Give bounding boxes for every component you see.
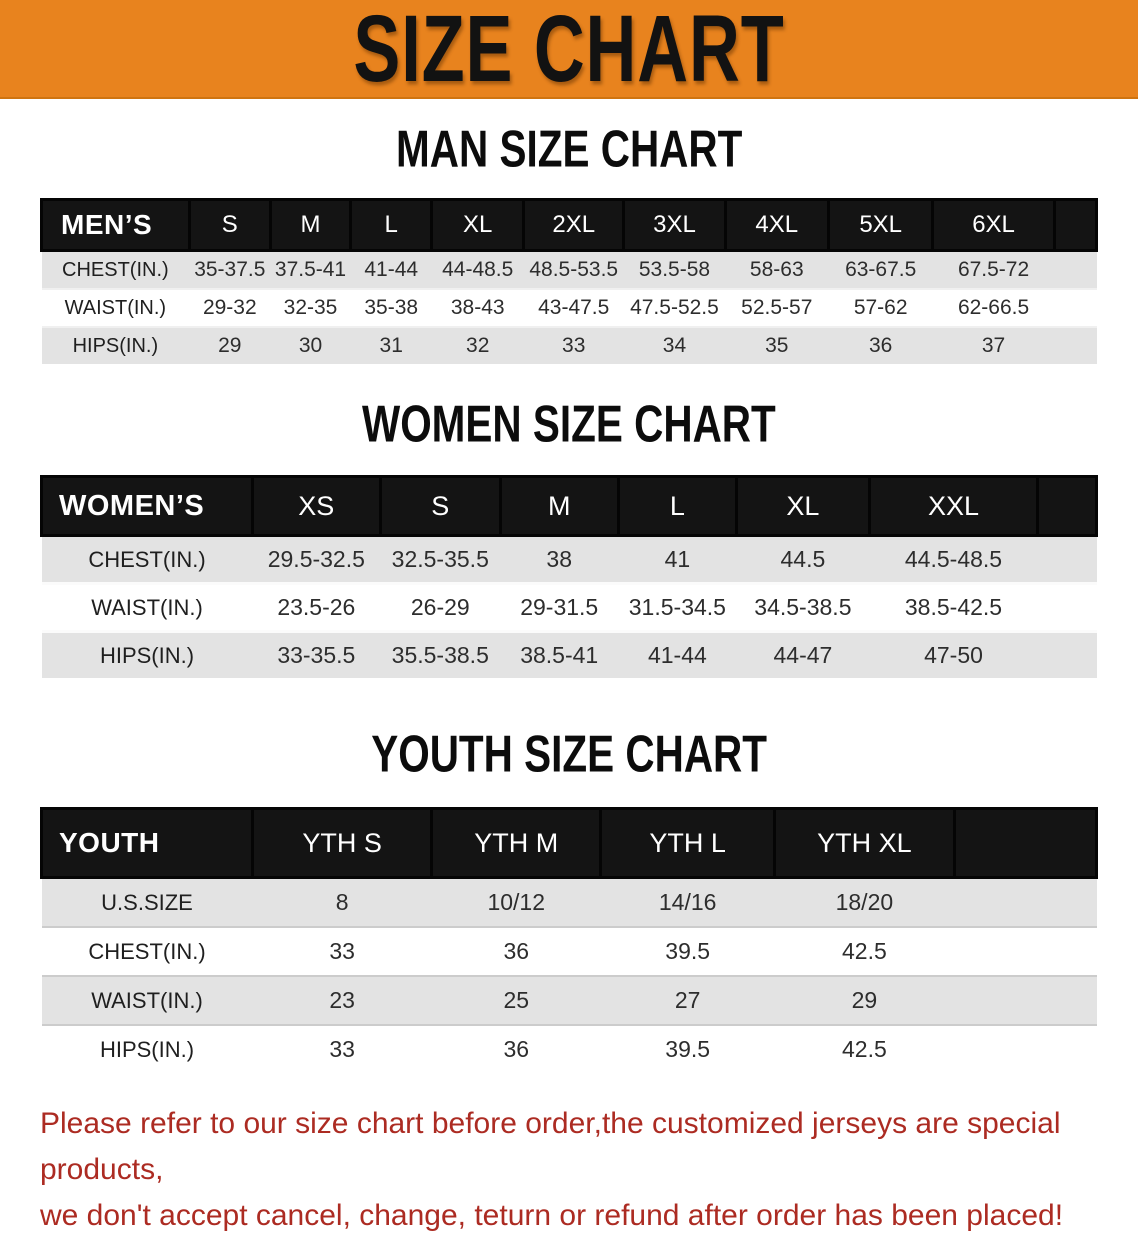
women-waist-value: 38.5-42.5 <box>869 584 1038 632</box>
men-waist-label: WAIST(IN.) <box>42 289 190 327</box>
men-chest-value: 41-44 <box>351 251 432 290</box>
spacer-cell <box>954 1025 1096 1073</box>
men-hips-row <box>42 327 1097 364</box>
women-hips-value: 35.5-38.5 <box>380 632 500 679</box>
women-waist-value: 26-29 <box>380 584 500 632</box>
youth-waist-value: 27 <box>601 976 775 1025</box>
men-chest-value: 67.5-72 <box>933 251 1054 290</box>
men-chest-value: 53.5-58 <box>624 251 725 290</box>
spacer-cell <box>1054 289 1096 327</box>
men-corner-label: MEN’S <box>42 200 190 251</box>
disclaimer-line-1: Please refer to our size chart before order,the customized jerseys are special products, <box>40 1107 1061 1186</box>
spacer-cell <box>1054 327 1096 364</box>
youth-waist-value: 23 <box>253 976 432 1025</box>
youth-waist-value: 25 <box>432 976 601 1025</box>
youth-chest-value: 39.5 <box>601 927 775 976</box>
youth-chest-value: 36 <box>432 927 601 976</box>
women-heading-text: WOMEN SIZE CHART <box>362 395 776 454</box>
youth-chest-value: 33 <box>253 927 432 976</box>
youth-size-header-xl: YTH XL <box>775 809 954 878</box>
spacer-cell <box>954 809 1096 878</box>
men-size-header-m: M <box>270 200 350 251</box>
men-size-header-3xl: 3XL <box>624 200 725 251</box>
spacer-cell <box>1038 632 1097 679</box>
youth-ussize-row <box>42 878 1097 928</box>
women-chest-value: 41 <box>618 536 737 584</box>
youth-heading <box>0 725 1138 787</box>
spacer-cell <box>954 927 1096 976</box>
youth-corner-label: YOUTH <box>42 809 253 878</box>
men-hips-value: 35 <box>725 327 828 364</box>
women-waist-value: 29-31.5 <box>500 584 618 632</box>
women-chest-row <box>42 536 1097 584</box>
youth-ussize-value: 14/16 <box>601 878 775 928</box>
men-chest-value: 35-37.5 <box>189 251 270 290</box>
men-waist-value: 47.5-52.5 <box>624 289 725 327</box>
men-waist-value: 29-32 <box>189 289 270 327</box>
youth-chest-row <box>42 927 1097 976</box>
women-size-header-xs: XS <box>253 477 381 536</box>
youth-ussize-value: 10/12 <box>432 878 601 928</box>
men-size-table <box>40 198 1098 364</box>
youth-ussize-label: U.S.SIZE <box>42 878 253 928</box>
women-hips-value: 44-47 <box>737 632 869 679</box>
women-waist-value: 31.5-34.5 <box>618 584 737 632</box>
banner <box>0 0 1138 99</box>
youth-size-header-m: YTH M <box>432 809 601 878</box>
women-corner-label: WOMEN’S <box>42 477 253 536</box>
women-hips-label: HIPS(IN.) <box>42 632 253 679</box>
spacer-cell <box>1038 477 1097 536</box>
women-hips-row <box>42 632 1097 679</box>
spacer-cell <box>954 878 1096 928</box>
women-size-header-s: S <box>380 477 500 536</box>
men-hips-value: 37 <box>933 327 1054 364</box>
disclaimer-line-2: we don't accept cancel, change, teturn or refund after order has been placed! <box>40 1199 1064 1232</box>
men-hips-value: 30 <box>270 327 350 364</box>
banner-title: SIZE CHART <box>353 0 785 99</box>
youth-size-header-l: YTH L <box>601 809 775 878</box>
women-hips-value: 41-44 <box>618 632 737 679</box>
men-size-header-4xl: 4XL <box>725 200 828 251</box>
youth-size-table <box>40 807 1098 1073</box>
youth-section <box>0 725 1138 1073</box>
men-chest-label: CHEST(IN.) <box>42 251 190 290</box>
youth-chest-label: CHEST(IN.) <box>42 927 253 976</box>
youth-hips-value: 36 <box>432 1025 601 1073</box>
women-chest-value: 38 <box>500 536 618 584</box>
men-header-row <box>42 200 1097 251</box>
youth-ussize-value: 18/20 <box>775 878 954 928</box>
spacer-cell <box>1038 584 1097 632</box>
youth-chest-value: 42.5 <box>775 927 954 976</box>
youth-hips-value: 33 <box>253 1025 432 1073</box>
youth-hips-row <box>42 1025 1097 1073</box>
women-chest-value: 44.5-48.5 <box>869 536 1038 584</box>
men-heading-text: MAN SIZE CHART <box>395 120 743 179</box>
men-waist-value: 35-38 <box>351 289 432 327</box>
spacer-cell <box>954 976 1096 1025</box>
youth-size-header-s: YTH S <box>253 809 432 878</box>
women-waist-value: 34.5-38.5 <box>737 584 869 632</box>
women-chest-value: 32.5-35.5 <box>380 536 500 584</box>
men-hips-value: 31 <box>351 327 432 364</box>
men-size-header-6xl: 6XL <box>933 200 1054 251</box>
spacer-cell <box>1054 251 1096 290</box>
women-hips-value: 38.5-41 <box>500 632 618 679</box>
women-waist-value: 23.5-26 <box>253 584 381 632</box>
men-hips-value: 34 <box>624 327 725 364</box>
women-hips-value: 33-35.5 <box>253 632 381 679</box>
women-size-table <box>40 475 1098 678</box>
men-size-header-xl: XL <box>432 200 524 251</box>
men-chest-value: 48.5-53.5 <box>524 251 624 290</box>
youth-waist-label: WAIST(IN.) <box>42 976 253 1025</box>
men-heading <box>0 120 1138 182</box>
men-chest-value: 63-67.5 <box>828 251 932 290</box>
women-size-header-m: M <box>500 477 618 536</box>
men-hips-value: 29 <box>189 327 270 364</box>
youth-waist-row <box>42 976 1097 1025</box>
men-waist-value: 38-43 <box>432 289 524 327</box>
youth-heading-text: YOUTH SIZE CHART <box>371 725 767 784</box>
men-size-header-s: S <box>189 200 270 251</box>
men-waist-value: 32-35 <box>270 289 350 327</box>
men-waist-value: 43-47.5 <box>524 289 624 327</box>
men-chest-value: 37.5-41 <box>270 251 350 290</box>
men-waist-row <box>42 289 1097 327</box>
men-section <box>0 120 1138 364</box>
youth-ussize-value: 8 <box>253 878 432 928</box>
youth-hips-value: 39.5 <box>601 1025 775 1073</box>
men-waist-value: 62-66.5 <box>933 289 1054 327</box>
men-waist-value: 52.5-57 <box>725 289 828 327</box>
women-waist-row <box>42 584 1097 632</box>
women-size-header-xxl: XXL <box>869 477 1038 536</box>
men-size-header-5xl: 5XL <box>828 200 932 251</box>
women-waist-label: WAIST(IN.) <box>42 584 253 632</box>
men-hips-value: 36 <box>828 327 932 364</box>
women-heading <box>0 395 1138 457</box>
women-chest-label: CHEST(IN.) <box>42 536 253 584</box>
women-section <box>0 395 1138 678</box>
women-size-header-l: L <box>618 477 737 536</box>
disclaimer <box>40 1101 1100 1239</box>
spacer-cell <box>1054 200 1096 251</box>
women-header-row <box>42 477 1097 536</box>
women-chest-value: 29.5-32.5 <box>253 536 381 584</box>
men-size-header-2xl: 2XL <box>524 200 624 251</box>
men-chest-row <box>42 251 1097 290</box>
women-hips-value: 47-50 <box>869 632 1038 679</box>
women-chest-value: 44.5 <box>737 536 869 584</box>
men-chest-value: 58-63 <box>725 251 828 290</box>
men-size-header-l: L <box>351 200 432 251</box>
women-size-header-xl: XL <box>737 477 869 536</box>
spacer-cell <box>1038 536 1097 584</box>
men-hips-value: 33 <box>524 327 624 364</box>
youth-header-row <box>42 809 1097 878</box>
men-hips-label: HIPS(IN.) <box>42 327 190 364</box>
men-waist-value: 57-62 <box>828 289 932 327</box>
youth-waist-value: 29 <box>775 976 954 1025</box>
men-chest-value: 44-48.5 <box>432 251 524 290</box>
youth-hips-label: HIPS(IN.) <box>42 1025 253 1073</box>
youth-hips-value: 42.5 <box>775 1025 954 1073</box>
men-hips-value: 32 <box>432 327 524 364</box>
